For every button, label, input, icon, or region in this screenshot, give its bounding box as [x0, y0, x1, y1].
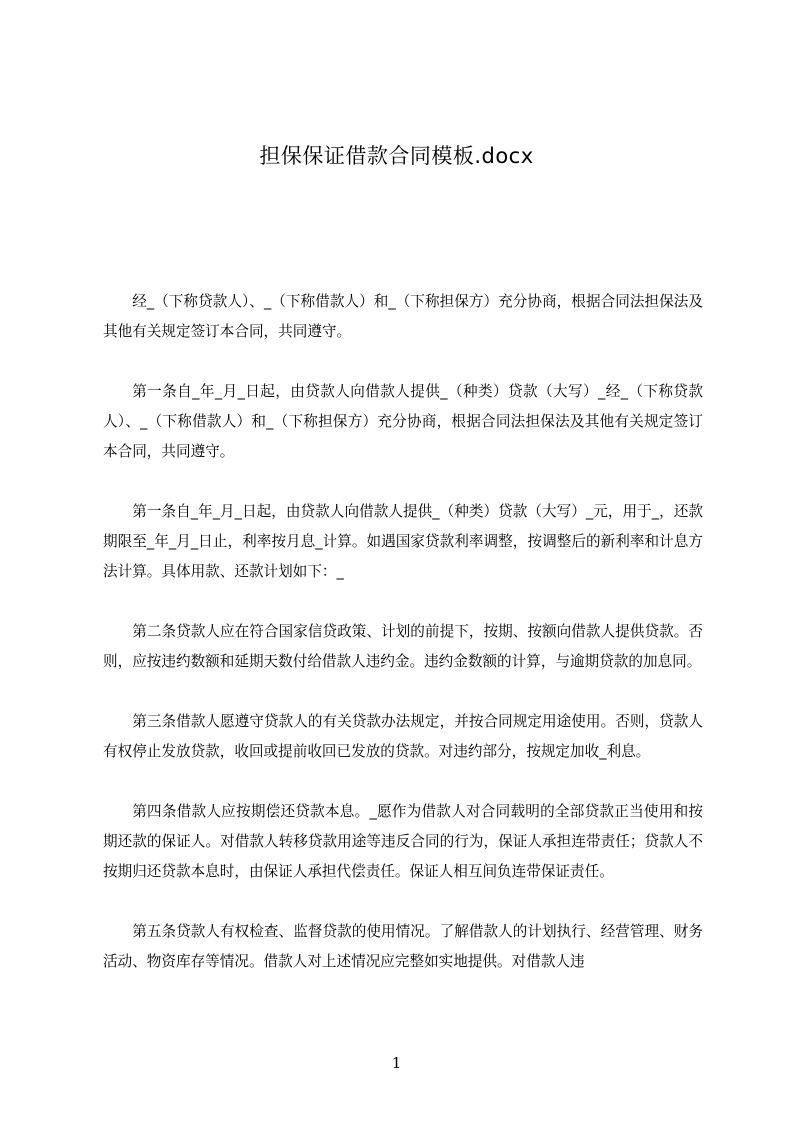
paragraph-article-5: 第五条贷款人有权检查、监督贷款的使用情况。了解借款人的计划执行、经营管理、财务活动、物资库存等情况。借款人对上述情况应完整如实地提供。对借款人违 [103, 923, 703, 970]
paragraph-article-2: 第二条贷款人应在符合国家信贷政策、计划的前提下，按期、按额向借款人提供贷款。否则，应按违约数额和延期天数付给借款人违约金。违约金数额的计算，与逾期贷款的加息同。 [103, 623, 703, 670]
document-body [103, 287, 703, 1007]
paragraph-article-1-duplicate: 第一条自_年_月_日起，由贷款人向借款人提供_（种类）贷款（大写）_经_（下称贷款人）、_（下称借款人）和_（下称担保方）充分协商，根据合同法担保法及其他有关规定签订本合同，共同遵守。 [103, 383, 703, 460]
paragraph-article-1: 第一条自_年_月_日起，由贷款人向借款人提供_（种类）贷款（大写）_元，用于_，还款期限至_年_月_日止，利率按月息_计算。如遇国家贷款利率调整，按调整后的新利率和计息方法计算。具体用款、还款计划如下：_ [103, 503, 703, 580]
paragraph-article-4: 第四条借款人应按期偿还贷款本息。_愿作为借款人对合同载明的全部贷款正当使用和按期还款的保证人。对借款人转移贷款用途等违反合同的行为，保证人承担连带责任；贷款人不按期归还贷款本息时，由保证人承担代偿责任。保证人相互间负连带保证责任。 [103, 803, 703, 880]
document-title: 担保保证借款合同模板.docx [259, 144, 534, 168]
paragraph-preamble: 经_（下称贷款人）、_（下称借款人）和_（下称担保方）充分协商，根据合同法担保法及其他有关规定签订本合同，共同遵守。 [103, 293, 703, 340]
paragraph-article-3: 第三条借款人愿遵守贷款人的有关贷款办法规定，并按合同规定用途使用。否则，贷款人有权停止发放贷款，收回或提前收回已发放的贷款。对违约部分，按规定加收_利息。 [103, 713, 703, 760]
page-number: 1 [391, 1054, 402, 1072]
